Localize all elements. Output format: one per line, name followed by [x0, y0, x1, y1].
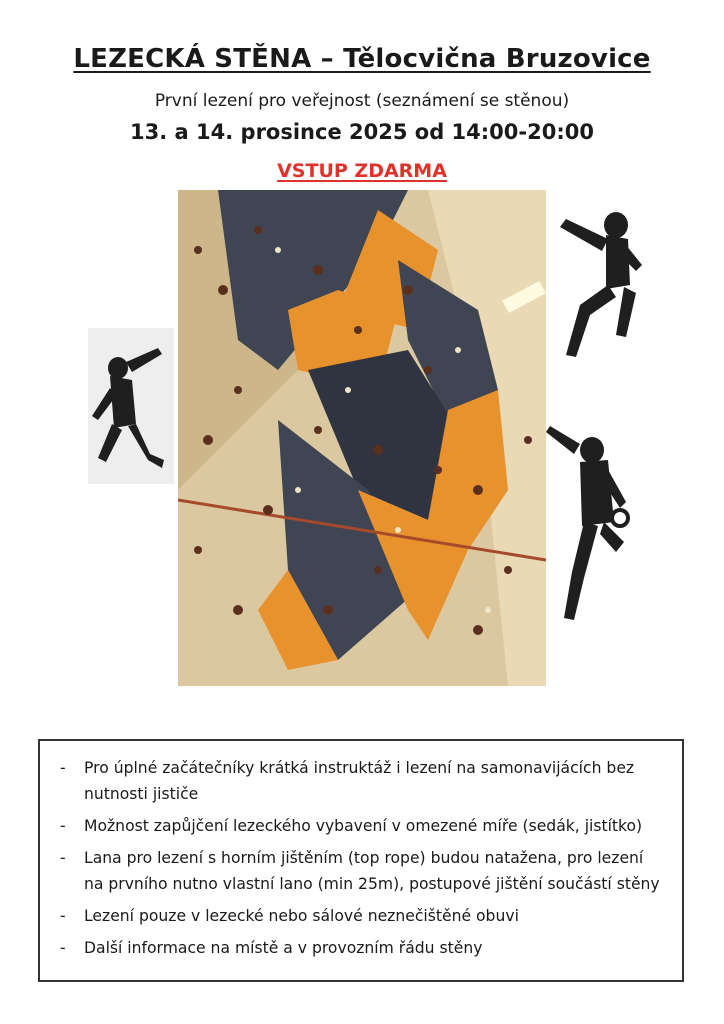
free-entry-text: VSTUP ZDARMA [277, 160, 447, 182]
info-box [38, 739, 684, 982]
list-item [60, 755, 666, 807]
list-item-text: Lezení pouze v lezecké nebo sálové neznečištěné obuvi [84, 907, 519, 925]
climber-silhouette-right-top [546, 205, 644, 369]
event-dates: 13. a 14. prosince 2025 od 14:00-20:00 [130, 120, 594, 144]
bullet-dash: - [60, 849, 66, 867]
bullet-dash: - [60, 907, 66, 925]
list-item-text: Další informace na místě a v provozním řádu stěny [84, 939, 483, 957]
free-entry-label [0, 160, 724, 182]
list-item-text: Lana pro lezení s horním jištěním (top rope) budou natažena, pro lezení na prvního nutno vlastní lano (min 25m), postupové jištění součástí stěny [84, 849, 660, 893]
bullet-dash: - [60, 817, 66, 835]
bullet-dash: - [60, 939, 66, 957]
climber-silhouette-right-bottom [544, 422, 634, 622]
page-title [0, 44, 724, 74]
list-item-text: Pro úplné začátečníky krátká instruktáž i lezení na samonavijácích bez nutnosti jističe [84, 759, 635, 803]
bullet-dash: - [60, 759, 66, 777]
subtitle: První lezení pro veřejnost (seznámení se stěnou) [154, 91, 570, 111]
list-item [60, 845, 666, 897]
climbing-wall-illustration [178, 190, 546, 686]
climber-right-top-icon [546, 205, 644, 369]
list-item [60, 935, 666, 961]
list-item [60, 813, 666, 839]
climbing-wall-photo [178, 190, 546, 686]
climber-left-icon [88, 328, 174, 484]
list-item [60, 903, 666, 929]
list-item-text: Možnost zapůjčení lezeckého vybavení v omezené míře (sedák, jistítko) [84, 817, 643, 835]
climber-right-bottom-icon [544, 422, 634, 622]
climber-silhouette-left [88, 328, 174, 484]
title-text: LEZECKÁ STĚNA – Tělocvična Bruzovice [73, 44, 651, 74]
